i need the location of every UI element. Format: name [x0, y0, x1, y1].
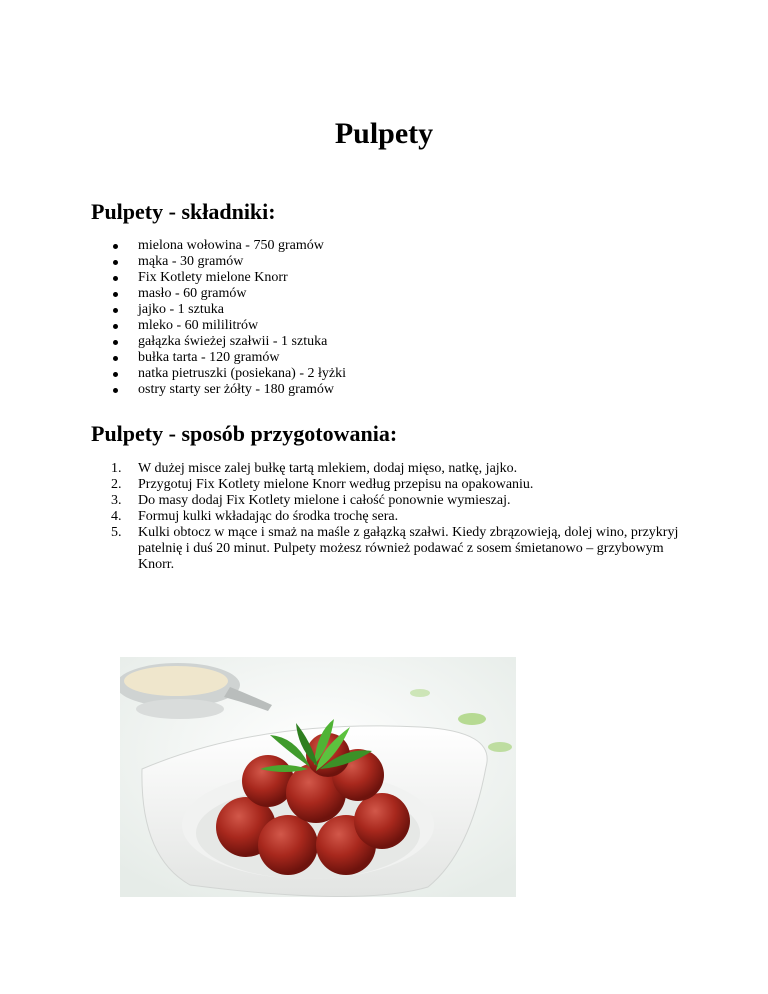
list-item: mielona wołowina - 750 gramów	[91, 238, 346, 254]
meatballs-photo	[120, 657, 516, 897]
list-item: ostry starty ser żółty - 180 gramów	[91, 382, 346, 398]
step-number: 1.	[111, 461, 122, 476]
page-title: Pulpety	[334, 117, 434, 150]
list-item: mąka - 30 gramów	[91, 254, 346, 270]
step-text: Przygotuj Fix Kotlety mielone Knorr według przepisu na opakowaniu.	[138, 477, 534, 492]
list-item: jajko - 1 sztuka	[91, 302, 346, 318]
list-item	[91, 477, 691, 493]
step-number: 5.	[111, 525, 122, 540]
list-item: masło - 60 gramów	[91, 286, 346, 302]
list-item: natka pietruszki (posiekana) - 2 łyżki	[91, 366, 346, 382]
preparation-heading: Pulpety - sposób przygotowania:	[91, 421, 398, 446]
preparation-steps	[91, 461, 691, 573]
list-item: mleko - 60 mililitrów	[91, 318, 346, 334]
list-item	[91, 509, 691, 525]
list-item: Fix Kotlety mielone Knorr	[91, 270, 346, 286]
list-item	[91, 493, 691, 509]
step-number: 2.	[111, 477, 122, 492]
step-text: Formuj kulki wkładając do środka trochę sera.	[138, 509, 399, 524]
list-item	[91, 525, 691, 573]
step-text: Do masy dodaj Fix Kotlety mielone i całość ponownie wymieszaj.	[138, 493, 511, 508]
step-number: 4.	[111, 509, 122, 524]
ingredients-heading: Pulpety - składniki:	[91, 199, 276, 224]
step-text: W dużej misce zalej bułkę tartą mlekiem, dodaj mięso, natkę, jajko.	[138, 461, 518, 476]
step-number: 3.	[111, 493, 122, 508]
ingredients-list	[91, 238, 346, 398]
step-text: Kulki obtocz w mące i smaż na maśle z gałązką szałwi. Kiedy zbrązowieją, dolej wino, przykryj patelnię i duś 20 minut. Pulpety możesz również podawać z sosem śmietanowo – grzybowym Knorr.	[138, 525, 679, 572]
meatballs-illustration	[120, 657, 516, 897]
list-item: gałązka świeżej szałwii - 1 sztuka	[91, 334, 346, 350]
list-item: bułka tarta - 120 gramów	[91, 350, 346, 366]
list-item	[91, 461, 691, 477]
